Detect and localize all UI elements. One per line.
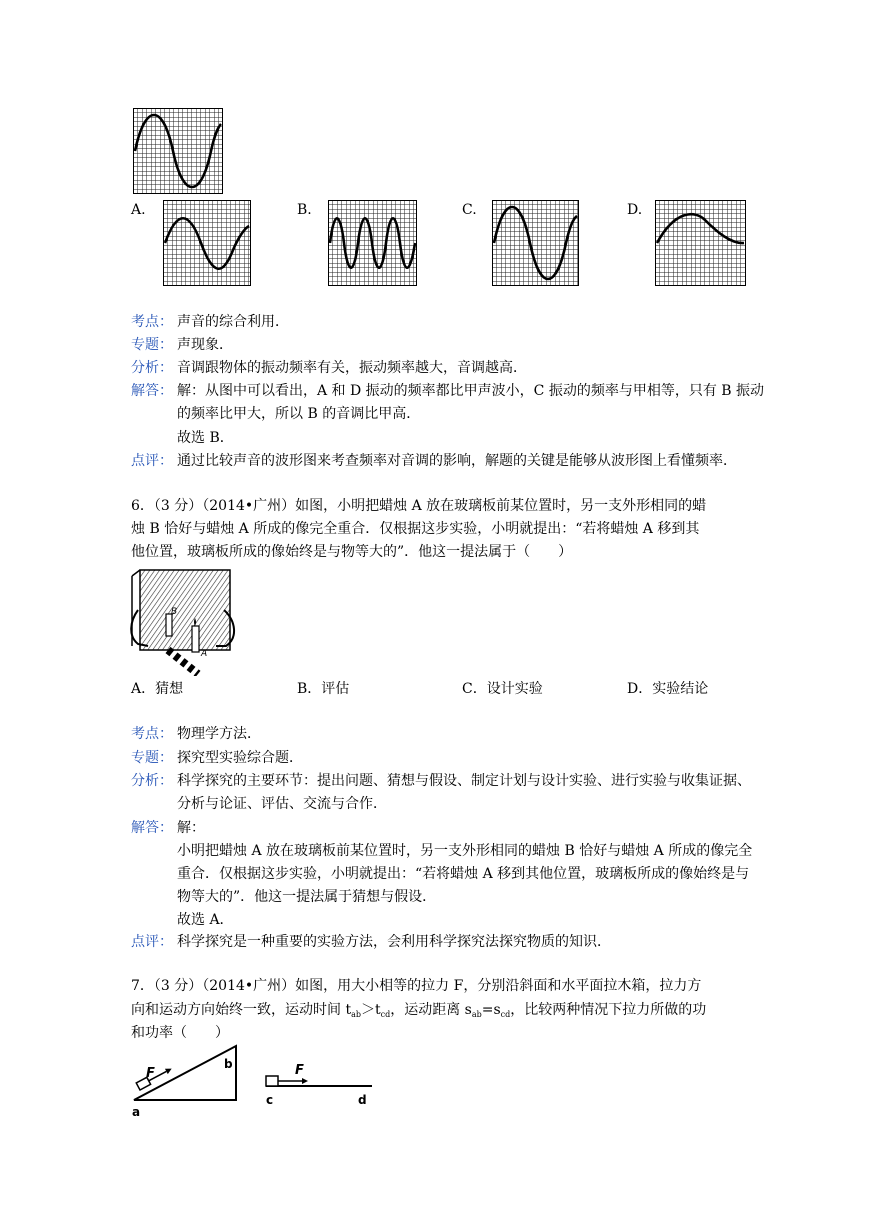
incline-figure — [128, 1042, 243, 1118]
oscilloscope-option-a — [163, 200, 251, 286]
candle-a-label: A — [201, 649, 208, 659]
fenxi-text: 音调跟物体的振动频率有关，振动频率越大，音调越高． — [177, 360, 527, 376]
q6-option-a[interactable]: A．猜想 — [131, 681, 184, 697]
jieda-line-2: 的频率比甲大，所以 B 的音调比甲高． — [177, 406, 421, 422]
dianping-label: 点评： — [131, 453, 173, 469]
q6-stem-line-2: 烛 B 恰好与蜡烛 A 所成的像完全重合．仅根据这步实验，小明就提出：“若将蜡烛 A 移到其 — [131, 521, 700, 537]
mirror-candle-figure — [128, 566, 240, 676]
point-b-label: b — [224, 1057, 233, 1071]
q6-option-c[interactable]: C．设计实验 — [462, 681, 543, 697]
q7-stem-line-3: 和功率（ ） — [131, 1025, 229, 1041]
q6-stem-line-1: 6．（3 分）（2014•广州）如图，小明把蜡烛 A 放在玻璃板前某位置时，另一支外形相同的蜡 — [131, 498, 707, 514]
jieda-label: 解答： — [131, 383, 173, 399]
horizontal-figure — [262, 1060, 374, 1108]
q6-dianping-text: 科学探究是一种重要的实验方法，会利用科学探究法探究物质的知识． — [177, 934, 611, 950]
zhuanti-text: 声现象． — [177, 337, 233, 353]
q6-zhuanti-label: 专题： — [131, 750, 173, 766]
q6-fenxi-line-2: 分析与论证、评估、交流与合作． — [177, 796, 387, 812]
force-f-label-incline: F — [146, 1066, 155, 1081]
q6-option-d[interactable]: D．实验结论 — [627, 681, 709, 697]
q7-stem-line-2: 向和运动方向始终一致，运动时间 $t_{ab}>t_{cd}$，运动距离 $s_{ab}=s_{cd}$，比较两种情况下拉力所做的功 — [131, 1002, 707, 1019]
jieda-line-3: 故选 B． — [177, 430, 234, 446]
q6-jieda-line-1: 小明把蜡烛 A 放在玻璃板前某位置时，另一支外形相同的蜡烛 B 恰好与蜡烛 A 所成的像完全 — [177, 843, 753, 859]
jieda-line-1: 解：从图中可以看出，A 和 D 振动的频率都比甲声波小，C 振动的频率与甲相等，只有 B 振动 — [177, 383, 765, 399]
candle-b-label: B — [171, 607, 178, 617]
zhuanti-label: 专题： — [131, 337, 173, 353]
q6-fenxi-label: 分析： — [131, 773, 173, 789]
kaodian-text: 声音的综合利用． — [177, 314, 289, 330]
q6-option-b[interactable]: B．评估 — [297, 681, 350, 697]
q6-jieda-line-4: 故选 A． — [177, 912, 234, 928]
q6-zhuanti-text: 探究型实验综合题． — [177, 750, 303, 766]
option-c-label[interactable]: C. — [462, 202, 477, 218]
q6-fenxi-line-1: 科学探究的主要环节：提出问题、猜想与假设、制定计划与设计实验、进行实验与收集证据、 — [177, 773, 751, 789]
option-b-label[interactable]: B. — [297, 202, 312, 218]
q6-jieda-label: 解答： — [131, 820, 173, 836]
oscilloscope-option-d — [655, 200, 746, 286]
q6-kaodian-label: 考点： — [131, 726, 173, 742]
q6-kaodian-text: 物理学方法． — [177, 726, 261, 742]
point-a-label: a — [132, 1105, 141, 1118]
q6-dianping-label: 点评： — [131, 934, 173, 950]
q6-jieda-line-2: 重合．仅根据这步实验，小明就提出：“若将蜡烛 A 移到其他位置，玻璃板所成的像始终是与 — [177, 866, 750, 882]
q6-jieda-line-0: 解： — [177, 820, 205, 836]
oscilloscope-option-c — [492, 200, 579, 286]
oscilloscope-option-b — [328, 200, 417, 286]
dianping-text: 通过比较声音的波形图来考查频率对音调的影响，解题的关键是能够从波形图上看懂频率． — [177, 453, 737, 469]
point-c-label: c — [266, 1093, 274, 1107]
option-a-label[interactable]: A. — [131, 202, 146, 218]
kaodian-label: 考点： — [131, 314, 173, 330]
fenxi-label: 分析： — [131, 360, 173, 376]
option-d-label[interactable]: D. — [627, 202, 643, 218]
q6-jieda-line-3: 物等大的”．他这一提法属于猜想与假设． — [177, 889, 437, 905]
point-d-label: d — [358, 1093, 367, 1107]
force-f-label-horizontal: F — [295, 1063, 304, 1078]
q6-stem-line-3: 他位置，玻璃板所成的像始终是与物等大的”．他这一提法属于（ ） — [131, 544, 573, 560]
oscilloscope-reference — [133, 108, 223, 194]
q7-stem-line-1: 7．（3 分）（2014•广州）如图，用大小相等的拉力 F，分别沿斜面和水平面拉木箱，拉力方 — [131, 978, 702, 994]
